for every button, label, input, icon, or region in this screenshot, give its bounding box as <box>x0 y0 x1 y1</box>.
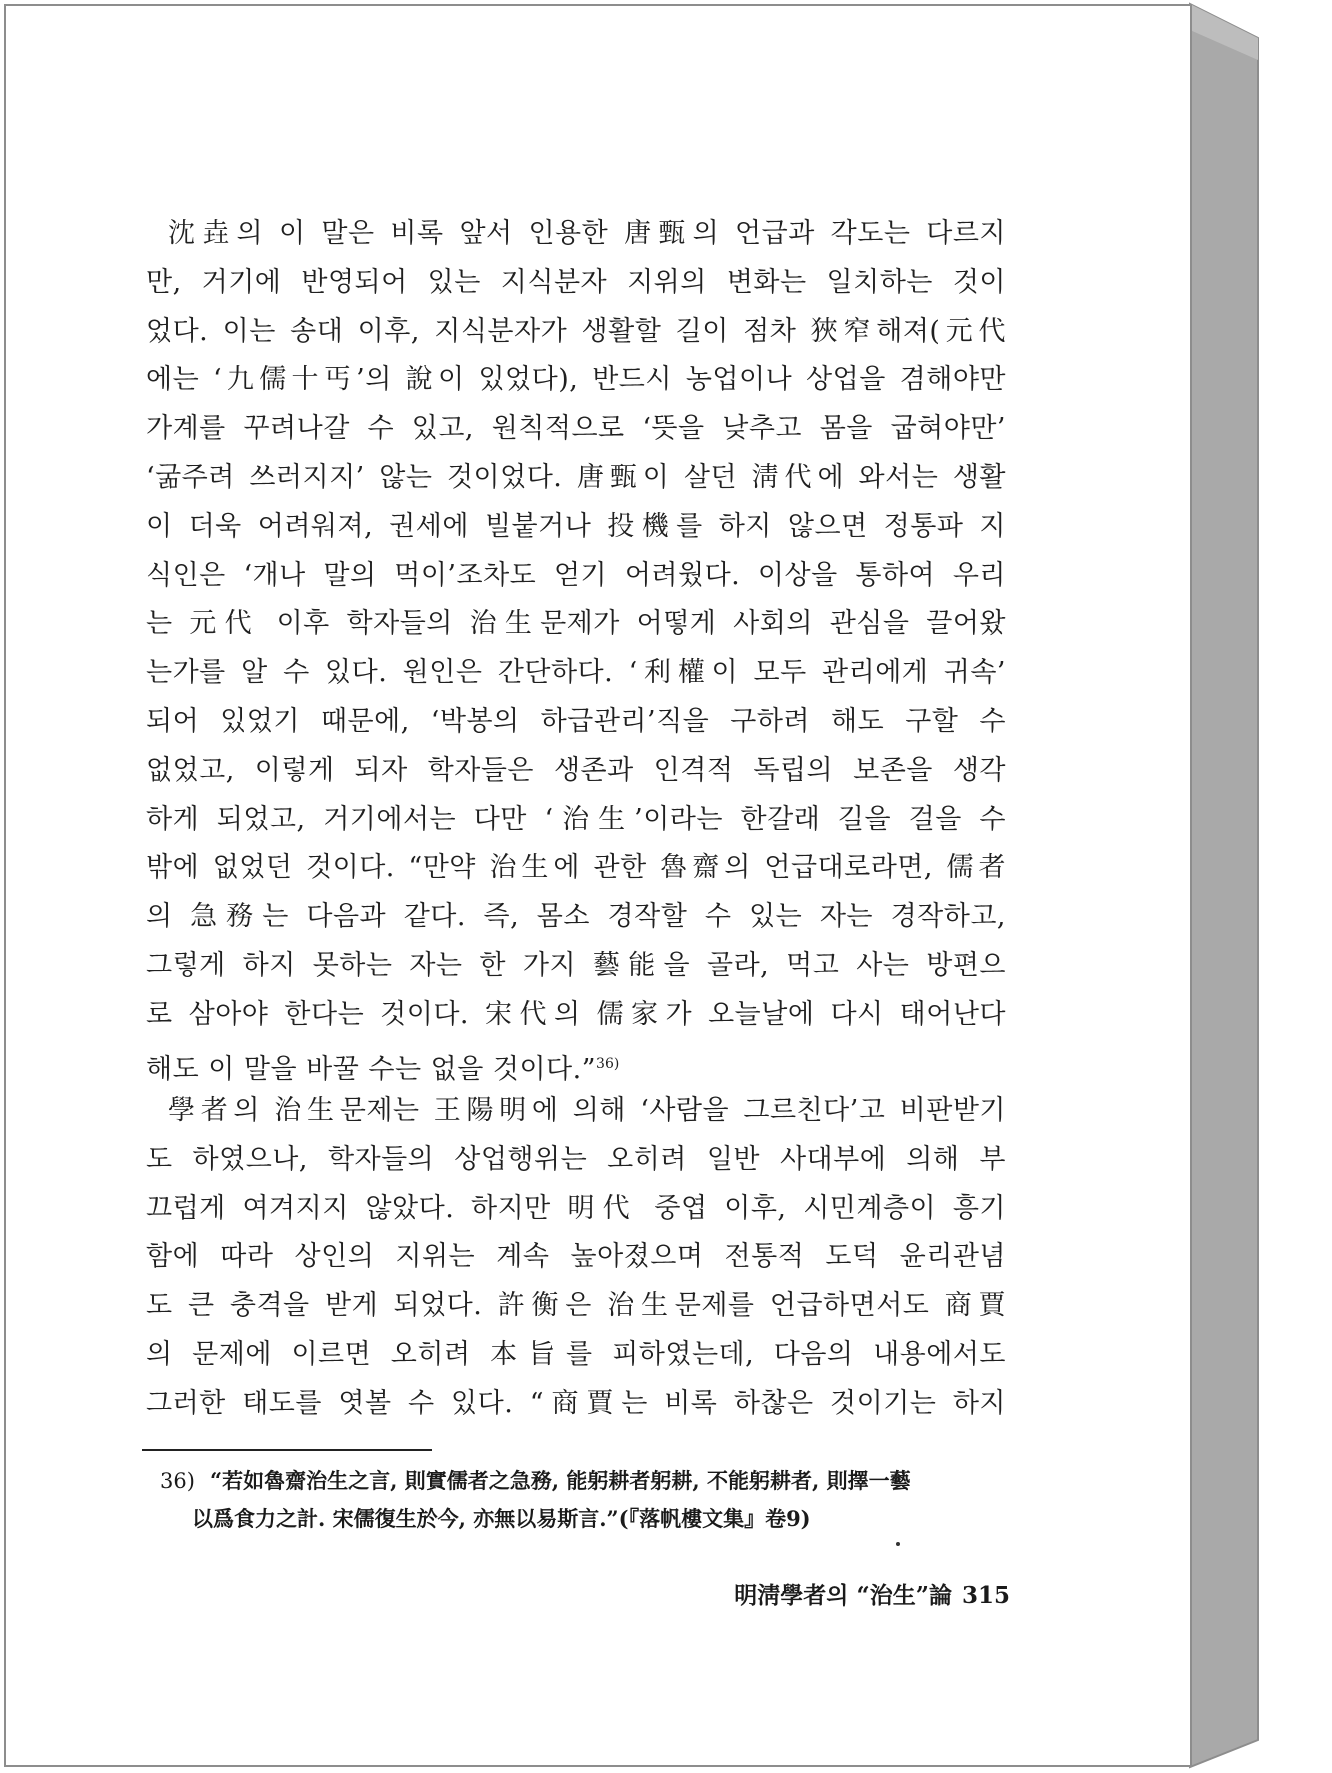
paragraph-2 <box>146 1087 1006 1429</box>
text-line: ‘굶주려 쓰러지지’ 않는 것이었다. 唐甄이 살던 淸代에 와서는 생활 <box>146 461 1006 493</box>
text-line: 되어 있었기 때문에, ‘박봉의 하급관리’직을 구하려 해도 구할 수 <box>146 705 1006 737</box>
footnote-divider <box>142 1449 432 1451</box>
text-line: 도 큰 충격을 받게 되었다. 許衡은 治生문제를 언급하면서도 商賈 <box>146 1290 1006 1322</box>
text-line: 가계를 꾸려나갈 수 있고, 원칙적으로 ‘뜻을 낮추고 몸을 굽혀야만’ <box>146 413 1006 445</box>
text-line: 그러한 태도를 엿볼 수 있다. “商賈는 비록 하찮은 것이기는 하지 <box>146 1387 1006 1419</box>
text-line: 沈垚의 이 말은 비록 앞서 인용한 唐甄의 언급과 각도는 다르지 <box>168 218 1006 249</box>
footnote-number: 36) <box>160 1469 195 1493</box>
text-line: 만, 거기에 반영되어 있는 지식분자 지위의 변화는 일치하는 것이 <box>146 266 1006 298</box>
footnote-reference[interactable]: 36) <box>596 1055 620 1072</box>
text-line: 學者의 治生문제는 王陽明에 의해 ‘사람을 그르친다’고 비판받기 <box>168 1095 1006 1126</box>
scan-speck <box>896 1542 900 1546</box>
text-line: 에는 ‘九儒十丐’의 說이 있었다), 반드시 농업이나 상업을 겸해야만 <box>146 364 1006 396</box>
text-line: 는가를 알 수 있다. 원인은 간단하다. ‘利權이 모두 관리에게 귀속’ <box>146 657 1006 689</box>
text-line: 로 삼아야 한다는 것이다. 宋代의 儒家가 오늘날에 다시 태어난다 <box>146 998 1006 1030</box>
text-line: 해도 이 말을 바꿀 수는 없을 것이다.” <box>146 1053 597 1085</box>
footnote-line: “若如魯齋治生之言, 則實儒者之急務, 能躬耕者躬耕, 不能躬耕者, 則擇一藝 <box>210 1468 911 1493</box>
paragraph-1 <box>146 210 1006 1094</box>
text-line: 식인은 ‘개나 말의 먹이’조차도 얻기 어려웠다. 이상을 통하여 우리 <box>146 559 1006 591</box>
text-line: 도 하였으나, 학자들의 상업행위는 오히려 일반 사대부에 의해 부 <box>146 1143 1006 1175</box>
text-line: 끄럽게 여겨지지 않았다. 하지만 明代 중엽 이후, 시민계층이 흥기 <box>146 1192 1006 1224</box>
footnote-36 <box>160 1462 1010 1538</box>
text-line: 의 急務는 다음과 같다. 즉, 몸소 경작할 수 있는 자는 경작하고, <box>146 901 1006 933</box>
footnote-line: 以爲食力之計. 宋儒復生於今, 亦無以易斯言.”(『落帆樓文集』卷9) <box>192 1506 811 1531</box>
text-line: 밖에 없었던 것이다. “만약 治生에 관한 魯齋의 언급대로라면, 儒者 <box>146 852 1006 884</box>
text-line: 의 문제에 이르면 오히려 本旨를 피하였는데, 다음의 내용에서도 <box>146 1338 1006 1370</box>
text-line: 이 더욱 어려워져, 권세에 빌붙거나 投機를 하지 않으면 정통파 지 <box>146 510 1006 542</box>
text-line: 었다. 이는 송대 이후, 지식분자가 생활할 길이 점차 狹窄해져(元代 <box>146 315 1006 347</box>
text-line: 는 元代 이후 학자들의 治生문제가 어떻게 사회의 관심을 끌어왔 <box>146 608 1006 640</box>
text-line: 하게 되었고, 거기에서는 다만 ‘治生’이라는 한갈래 길을 걸을 수 <box>146 803 1006 835</box>
text-line: 그렇게 하지 못하는 자는 한 가지 藝能을 골라, 먹고 사는 방편으 <box>146 949 1006 981</box>
text-line: 함에 따라 상인의 지위는 계속 높아졌으며 전통적 도덕 윤리관념 <box>146 1241 1006 1273</box>
text-line: 없었고, 이렇게 되자 학자들은 생존과 인격적 독립의 보존을 생각 <box>146 754 1006 786</box>
running-title: 明淸學者의 “治生”論 <box>734 1582 952 1609</box>
page-number: 315 <box>961 1582 1010 1609</box>
running-footer <box>728 1577 1010 1610</box>
